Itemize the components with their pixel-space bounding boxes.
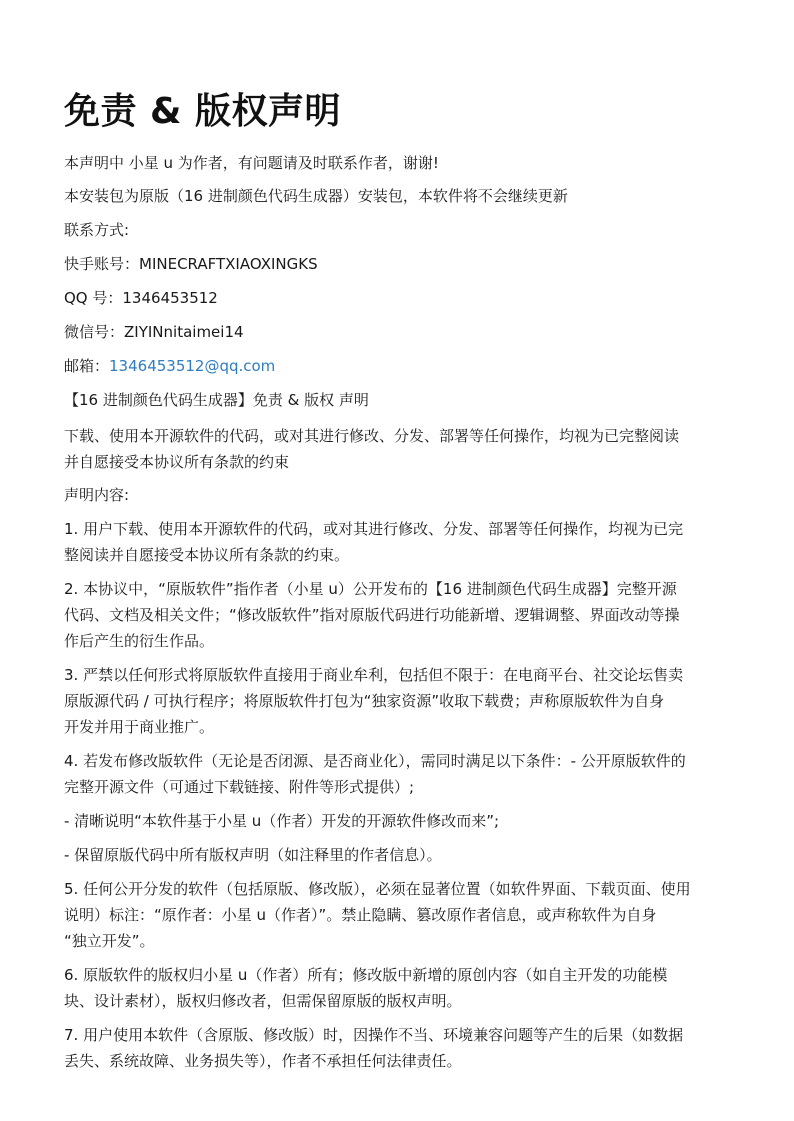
clause-1-line-2: 整阅读并自愿接受本协议所有条款的约束。 <box>64 546 350 564</box>
preamble-line-2: 并自愿接受本协议所有条款的约束 <box>64 453 290 471</box>
content-heading: 声明内容: <box>64 486 130 504</box>
contact-qq <box>64 286 736 311</box>
clause-6-line-2: 块、设计素材），版权归修改者，但需保留原版的版权声明。 <box>64 992 462 1010</box>
qq-value: 1346453512 <box>122 289 218 307</box>
kuaishou-label: 快手账号： <box>64 255 140 273</box>
contact-email <box>64 354 736 379</box>
clause-5-line-3: “独立开发”。 <box>64 932 155 950</box>
intro-package-line: 本安装包为原版（16 进制颜色代码生成器）安装包，本软件将不会继续更新 <box>64 187 568 205</box>
clause-5-line-2: 说明）标注：“原作者：小星 u（作者）”。禁止隐瞒、篡改原作者信息，或声称软件为自身 <box>64 906 657 924</box>
clause-3-line-3: 开发并用于商业推广。 <box>64 718 215 736</box>
clause-2-line-1: 2. 本协议中，“原版软件”指作者（小星 u）公开发布的【16 进制颜色代码生成器】完整开源 <box>64 580 677 598</box>
kuaishou-value: MINECRAFTXIAOXINGKS <box>139 255 318 273</box>
clause-4-line-1: 4. 若发布修改版软件（无论是否闭源、是否商业化），需同时满足以下条件：- 公开原版软件的 <box>64 752 686 770</box>
contact-wechat <box>64 320 736 345</box>
clause-7-line-2: 丢失、系统故障、业务损失等），作者不承担任何法律责任。 <box>64 1052 462 1070</box>
preamble-line-1: 下载、使用本开源软件的代码，或对其进行修改、分发、部署等任何操作，均视为已完整阅读 <box>64 427 680 445</box>
wechat-value: ZIYINnitaimei14 <box>124 323 244 341</box>
clause-4-bullet-1: - 清晰说明“本软件基于小星 u（作者）开发的开源软件修改而来”; <box>64 812 500 830</box>
email-label: 邮箱： <box>64 357 110 375</box>
qq-label: QQ 号： <box>64 289 123 307</box>
clause-4-line-2: 完整开源文件（可通过下载链接、附件等形式提供）; <box>64 778 415 796</box>
contact-heading: 联系方式: <box>64 221 130 239</box>
clause-2-line-2: 代码、文档及相关文件；“修改版软件”指对原版代码进行功能新增、逻辑调整、界面改动等操 <box>64 606 680 624</box>
clause-4-bullet-2: - 保留原版代码中所有版权声明（如注释里的作者信息）。 <box>64 846 442 864</box>
contact-kuaishou <box>64 252 736 277</box>
clause-6-line-1: 6. 原版软件的版权归小星 u（作者）所有；修改版中新增的原创内容（如自主开发的功能模 <box>64 966 668 984</box>
statement-title: 【16 进制颜色代码生成器】免责 & 版权 声明 <box>64 391 369 409</box>
intro-author-line: 本声明中 小星 u 为作者，有问题请及时联系作者，谢谢! <box>64 154 439 172</box>
clause-3-line-1: 3. 严禁以任何形式将原版软件直接用于商业牟利，包括但不限于：在电商平台、社交论坛售卖 <box>64 666 684 684</box>
clause-2-line-3: 作后产生的衍生作品。 <box>64 632 215 650</box>
clause-7-line-1: 7. 用户使用本软件（含原版、修改版）时，因操作不当、环境兼容问题等产生的后果（如数据 <box>64 1026 684 1044</box>
clause-3-line-2: 原版源代码 / 可执行程序；将原版软件打包为“独家资源”收取下载费；声称原版软件为自身 <box>64 692 665 710</box>
clause-5-line-1: 5. 任何公开分发的软件（包括原版、修改版），必须在显著位置（如软件界面、下载页面、使用 <box>64 880 691 898</box>
email-link[interactable]: 1346453512@qq.com <box>109 357 276 375</box>
wechat-label: 微信号： <box>64 323 125 341</box>
clause-1-line-1: 1. 用户下载、使用本开源软件的代码，或对其进行修改、分发、部署等任何操作，均视为已完 <box>64 520 684 538</box>
page-title: 免责 & 版权声明 <box>64 91 341 132</box>
